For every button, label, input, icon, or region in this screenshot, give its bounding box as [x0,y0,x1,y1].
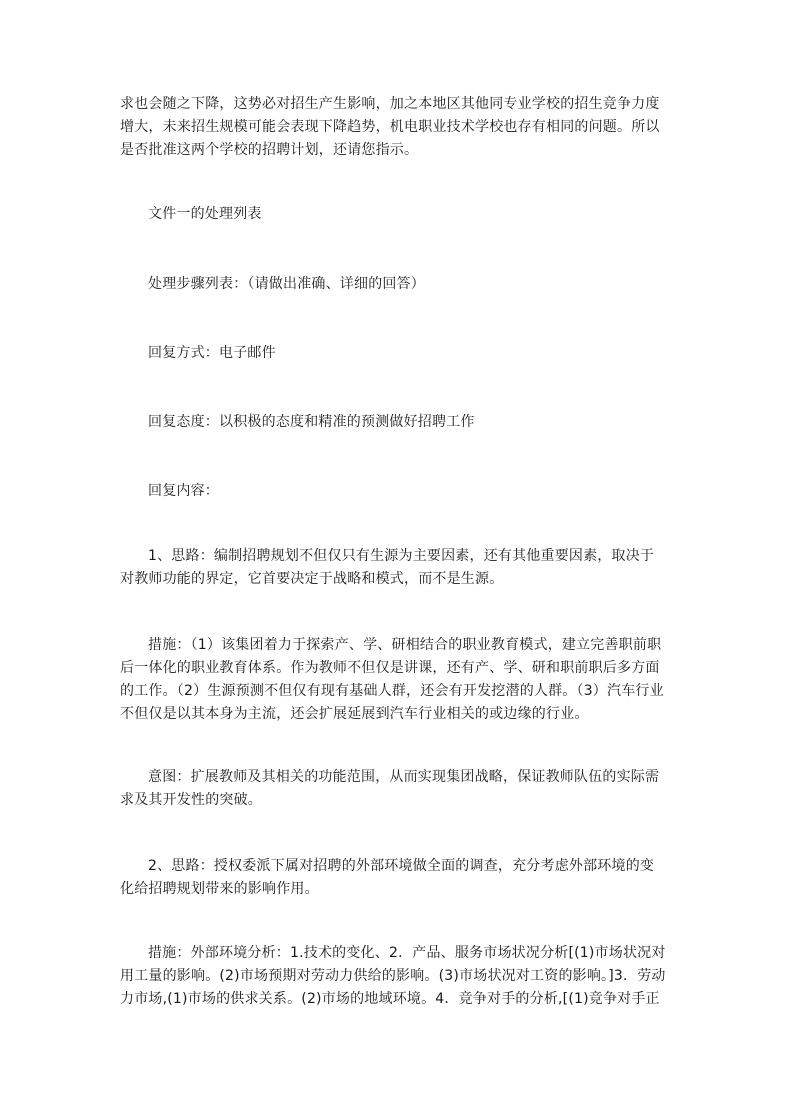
paragraph-opening: 求也会随之下降，这势必对招生产生影响，加之本地区其他同专业学校的招生竞争力度增大，未来招生规模可能会表现下降趋势，机电职业技术学校也存有相同的问题。所以是否批准这两个学校的招聘计划，还请您指示。 [120,96,660,158]
paragraph-idea-1: 1、思路：编制招聘规划不但仅只有生源为主要因素，还有其他重要因素，取决于对教师功能的界定，它首要决定于战略和模式，而不是生源。 [120,548,655,587]
paragraph-process-steps: 处理步骤列表：（请做出准确、详细的回答） [148,276,425,292]
paragraph-measure-1: 措施：（1）该集团着力于探索产、学、研相结合的职业教育模式，建立完善职前职后一体化的职业教育体系。作为教师不但仅是讲课，还有产、学、研和职前职后多方面的工作。（2）生源预测不但仅有现有基础人群，还会有开发挖潜的人群。（3）汽车行业不但仅是以其本身为主流，还会扩展延展到汽车行业相关的或边缘的行业。 [120,637,664,722]
paragraph-intent-1: 意图：扩展教师及其相关的功能范围，从而实现集团战略，保证教师队伍的实际需求及其开发性的突破。 [120,769,660,808]
paragraph-reply-attitude: 回复态度：以积极的态度和精准的预测做好招聘工作 [148,414,475,430]
paragraph-idea-2: 2、思路：授权委派下属对招聘的外部环境做全面的调查，充分考虑外部环境的变化给招聘规划带来的影响作用。 [120,858,655,897]
paragraph-reply-content: 回复内容： [148,483,219,499]
paragraph-reply-method: 回复方式：电子邮件 [148,345,276,361]
heading-file-list: 文件一的处理列表 [148,206,262,222]
paragraph-measure-2: 措施：外部环境分析：1.技术的变化、2．产品、服务市场状况分析[(1)市场状况对用工量的影响。(2)市场预期对劳动力供给的影响。(3)市场状况对工资的影响。]3．劳动力市场,(1)市场的供求关系。(2)市场的地域环境。4．竞争对手的分析,[(1)竞争对手正 [120,945,666,1007]
